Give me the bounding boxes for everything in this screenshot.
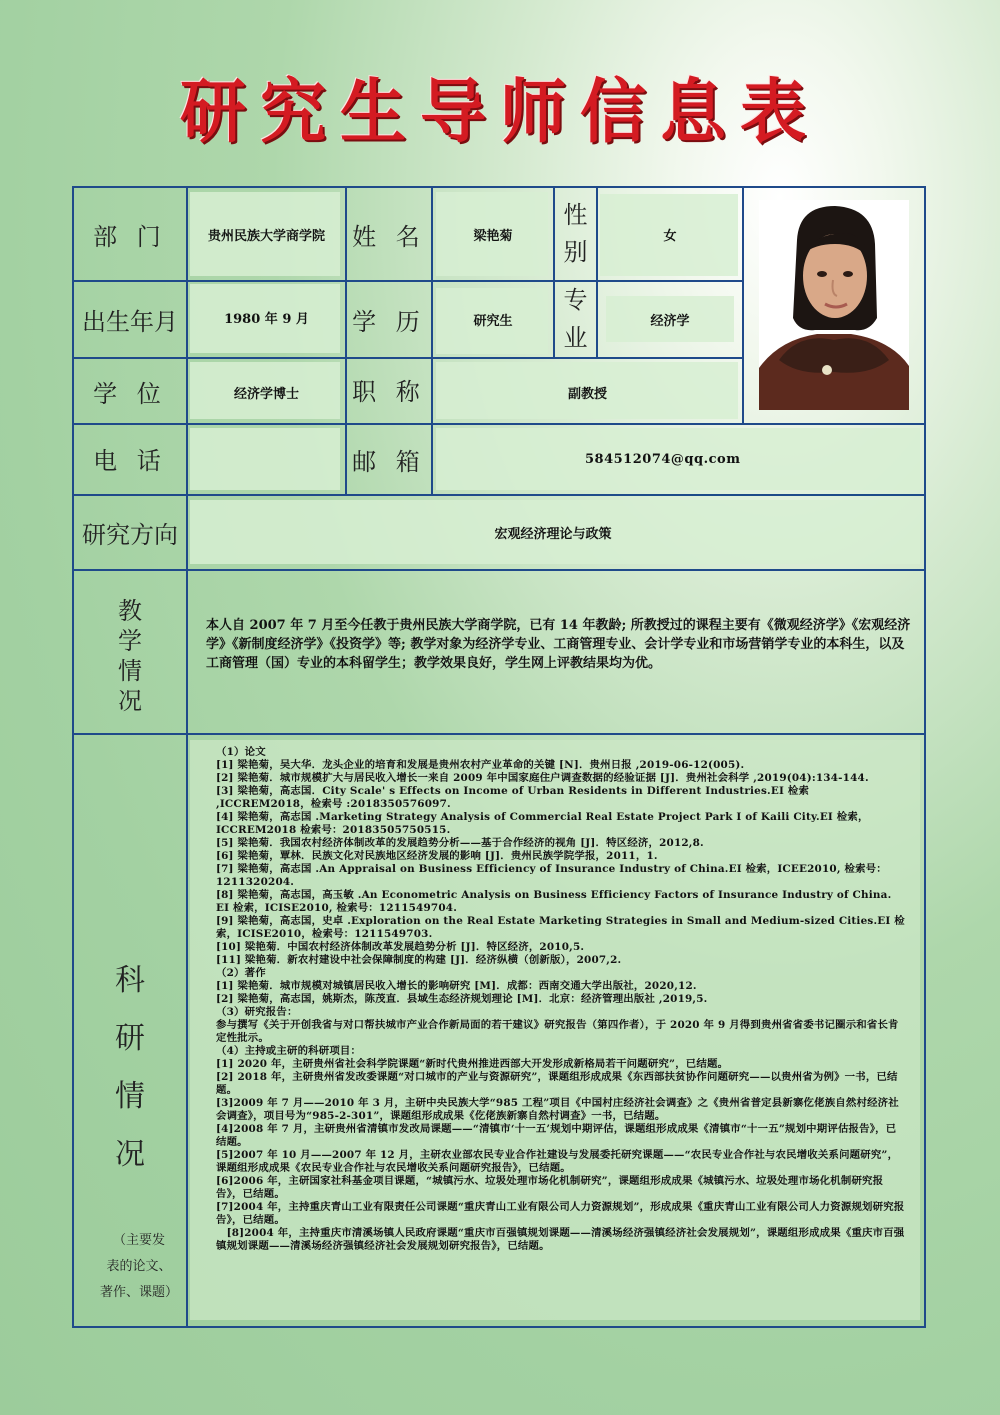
label-department: 部 门 [93,222,167,251]
research-item: [2] 梁艳菊，高志国，姚斯杰，陈茂直．县域生态经济规划理论 [M]．北京：经济管理出版社 ,2019,5. [216,993,708,1005]
portrait-image [759,200,909,410]
row-divider [72,733,926,735]
label-teaching-char: 学 [118,627,142,655]
value-major: 经济学 [650,314,690,329]
label-degree: 学 位 [93,379,167,408]
teaching-description: 本人自 2007 年 7 月至今任教于贵州民族大学商学院，已有 14 年教龄; 所教授过的课程主要有《微观经济学》《宏观经济学》《新制度经济学》《投资学》等; 教学对象为经济学专业、工商管理专业、会计学专业和市场营销学专业的本科生，以及工商管理（国）专业的本科留学生；教学效果良好，学生网上评教结果均为优。 [206,618,911,671]
label-teaching [74,596,186,716]
value-research-direction: 宏观经济理论与政策 [494,527,612,542]
research-item: [3]2009 年 7 月——2010 年 3 月，主研中央民族大学“985 工程”项目《中国村庄经济社会调查》之《贵州省普定县新寨仡佬族自然村经济社会调查》，项目号为“985-2-301”，课题组形成成果《仡佬族新寨自然村调查》一书，已结题。 [216,1097,899,1122]
label-teaching-char: 况 [118,687,142,715]
label-teaching-char: 教 [118,597,142,625]
label-major-char: 业 [563,323,588,352]
research-item: [4] 梁艳菊，高志国 .Marketing Strategy Analysis of Commercial Real Estate Project Park Ⅰ of Kaili City.EI 检索，ICCREM2018 检索号：20183505750515. [216,811,869,836]
research-item: （4）主持或主研的科研项目： [216,1045,362,1057]
table-border-right [924,186,926,1328]
research-item: [7]2004 年，主持重庆青山工业有限责任公司课题“重庆青山工业有限公司人力资源规划”，形成成果《重庆青山工业有限公司人力资源规划研究报告》，已结题。 [216,1201,905,1226]
label-gender [555,188,596,280]
table-border-bottom [72,1326,926,1328]
research-item: [9] 梁艳菊，高志国，史卓 .Exploration on the Real Estate Marketing Strategies in Small and Medium-sized Cities.EI 检索，ICISE2010，检索号：1211549703. [216,915,905,940]
label-research-char: 情 [115,1079,145,1114]
research-item: [8] 梁艳菊，高志国，高玉敏 .An Econometric Analysis on Business Efficiency Factors of Insurance Industry of China. EI 检索，ICISE2010, 检索号：1211549704. [216,889,892,914]
label-research-direction: 研究方向 [82,521,178,549]
label-name: 姓 名 [352,222,426,251]
research-note-line: 表的论文、 [106,1259,172,1274]
research-item: [6]2006 年，主研国家社科基金项目课题，“城镇污水、垃圾处理市场化机制研究”，课题组形成成果《城镇污水、垃圾处理市场化机制研究报告》，已结题。 [216,1175,884,1200]
page-title: 研究生导师信息表 [180,71,820,153]
research-note [84,1228,194,1306]
research-item: [10] 梁艳菊．中国农村经济体制改革发展趋势分析 [J]．特区经济，2010,5. [216,941,585,953]
label-research [74,948,186,1188]
research-item: [1] 梁艳菊，吴大华．龙头企业的培育和发展是贵州农村产业革命的关键 [N]．贵州日报 ,2019-06-12(005). [216,759,745,771]
research-item: （3）研究报告： [216,1006,298,1018]
label-gender-char: 性 [563,200,588,229]
label-major [555,282,596,357]
value-title: 副教授 [567,386,607,402]
research-item: [5]2007 年 10 月——2007 年 12 月，主研农业部农民专业合作社建设与发展委托研究课题——“农民专业合作社与农民增收关系问题研究”，课题组形成成果《农民专业合作社与农民增收关系问题研究报告》，已结题。 [216,1149,899,1174]
value-name: 梁艳菊 [473,228,513,244]
research-item: [11] 梁艳菊．新农村建设中社会保障制度的构建 [J]．经济纵横（创新版），2007,2. [216,954,622,966]
label-title: 职 称 [352,377,426,406]
research-note-line: （主要发 [112,1233,165,1248]
value-degree: 经济学博士 [233,386,299,402]
label-phone: 电 话 [93,446,167,475]
label-teaching-char: 情 [118,657,142,685]
col-divider [186,186,188,1328]
portrait-photo [759,200,909,410]
research-item: 参与撰写《关于开创我省与对口帮扶城市产业合作新局面的若干建议》研究报告（第四作者），于 2020 年 9 月得到贵州省省委书记圈示和省长肯定性批示。 [216,1019,899,1044]
research-item: [5] 梁艳菊．我国农村经济体制改革的发展趋势分析——基于合作经济的视角 [J]．特区经济，2012,8. [216,837,704,849]
research-item: [2] 梁艳菊．城市规模扩大与居民收入增长一来自 2009 年中国家庭住户调查数据的经验证据 [J]．贵州社会科学 ,2019(04):134-144. [216,772,869,784]
label-birth: 出生年月 [82,308,178,336]
value-email: 584512074@qq.com [585,452,741,467]
research-item: [4]2008 年 7 月，主研贵州省清镇市发改局课题——“清镇市‘十一五’规划中期评估，课题组形成成果《清镇市“十一五”规划中期评估报告》，已结题。 [216,1123,897,1148]
label-email: 邮 箱 [352,448,426,476]
research-item: [7] 梁艳菊，高志国 .An Appraisal on Business Efficiency of Insurance Industry of China.EI 检索，ICEE2010, 检索号：1211320204. [216,863,887,888]
label-research-char: 况 [115,1137,145,1172]
label-major-char: 专 [563,286,588,315]
research-item: [3] 梁艳菊，高志国．City Scale' s Effects on Income of Urban Residents in Different Industries.EI 检索 ,ICCREM2018，检索号 :20183505760​97. [216,785,810,810]
value-department: 贵州民族大学商学院 [207,228,325,244]
research-item: （2）著作 [216,967,266,979]
value-education: 研究生 [473,314,513,329]
value-phone [188,425,345,494]
label-education: 学 历 [352,308,426,336]
row-divider [72,569,926,571]
label-gender-char: 别 [563,238,588,266]
value-birth: 1980 年 9 月 [224,311,309,327]
label-research-char: 科 [115,963,145,998]
research-item: [2] 2018 年，主研贵州省发改委课题“对口城市的产业与资源研究”，课题组形成成果《东西部扶贫协作问题研究——以贵州省为例》一书，已结题。 [216,1071,898,1096]
research-item: [6] 梁艳菊，覃林．民族文化对民族地区经济发展的影响 [J]．贵州民族学院学报，2011，1. [216,850,658,862]
col-divider [742,186,744,424]
value-gender: 女 [663,228,677,244]
research-item: [1] 梁艳菊．城市规模对城镇居民收入增长的影响研究 [M]．成都：西南交通大学出版社，2020,12. [216,980,697,992]
research-note-line: 著作、课题） [99,1285,178,1300]
research-item: （1）论文 [216,746,266,758]
research-item: [8]2004 年，主持重庆市清溪场镇人民政府课题“重庆市百强镇规划课题——清溪场经济强镇经济社会发展规划”，课题组形成成果《重庆市百强镇规划课题——清溪场经济强镇经济社会发展规划研究报告》，已结题。 [216,1227,905,1252]
research-item: [1] 2020 年，主研贵州省社会科学院课题“新时代贵州推进西部大开发形成新格局若干问题研究”，已结题。 [216,1058,729,1070]
label-research-char: 研 [115,1021,145,1056]
research-list [216,746,906,1253]
